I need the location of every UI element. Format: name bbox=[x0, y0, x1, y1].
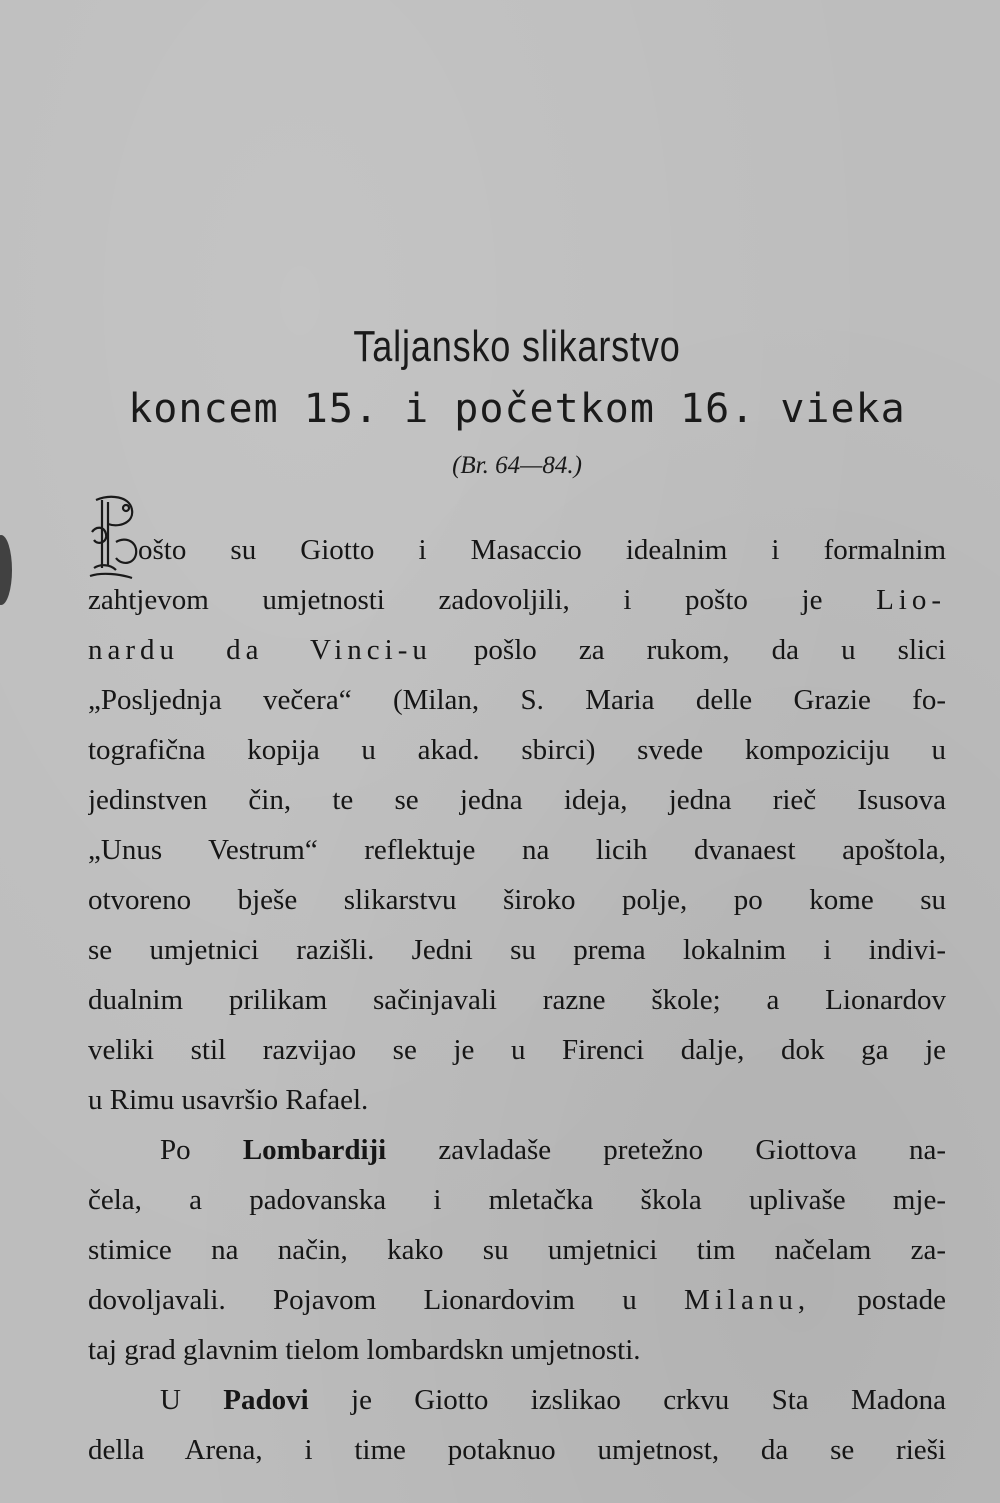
bold-term: Padovi bbox=[223, 1384, 309, 1416]
text-line: se umjetnici razišli. Jedni su prema lokalnim i indivi- bbox=[88, 934, 946, 966]
chapter-subtitle: koncem 15. i početkom 16. vieka bbox=[128, 386, 906, 432]
text-line: „Posljednja večera“ (Milan, S. Maria delle Grazie fo- bbox=[88, 684, 946, 716]
text-line: taj grad glavnim tielom lombardskn umjetnosti. bbox=[88, 1334, 641, 1366]
book-page bbox=[88, 0, 946, 1503]
bold-term: Lombardiji bbox=[242, 1134, 387, 1166]
text-line: della Arena, i time potaknuo umjetnost, da se rieši bbox=[88, 1434, 946, 1466]
chapter-title: Taljansko slikarstvo bbox=[353, 322, 681, 371]
text-line: U Padovi je Giotto izslikao crkvu Sta Madona bbox=[160, 1384, 946, 1416]
figure-reference: (Br. 64—84.) bbox=[452, 452, 582, 479]
text-line: Po Lombardiji zavladaše pretežno Giottova na- bbox=[160, 1134, 946, 1166]
text-line: čela, a padovanska i mletačka škola uplivaše mje- bbox=[88, 1184, 946, 1216]
text-line: stimice na način, kako su umjetnici tim načelam za- bbox=[88, 1234, 946, 1266]
text-line: „Unus Vestrum“ reflektuje na licih dvanaest apoštola, bbox=[88, 834, 946, 866]
text-line: nardu da Vinci-u pošlo za rukom, da u slici bbox=[88, 634, 946, 666]
text-line: ošto su Giotto i Masaccio idealnim i formalnim bbox=[138, 534, 946, 566]
text-line: tografična kopija u akad. sbirci) svede kompoziciju u bbox=[88, 734, 946, 766]
text-line: dovoljavali. Pojavom Lionardovim u Milanu, postade bbox=[88, 1284, 946, 1316]
page-edge-shadow bbox=[0, 535, 12, 605]
text-line: u Rimu usavršio Rafael. bbox=[88, 1084, 369, 1116]
text-line: dualnim prilikam sačinjavali razne škole; a Lionardov bbox=[88, 984, 946, 1016]
text-line: otvoreno bješe slikarstvu široko polje, po kome su bbox=[88, 884, 946, 916]
text-line: zahtjevom umjetnosti zadovoljili, i pošto je Lio- bbox=[88, 584, 946, 616]
text-line: jedinstven čin, te se jedna ideja, jedna rieč Isusova bbox=[88, 784, 946, 816]
text-line: veliki stil razvijao se je u Firenci dalje, dok ga je bbox=[88, 1034, 946, 1066]
